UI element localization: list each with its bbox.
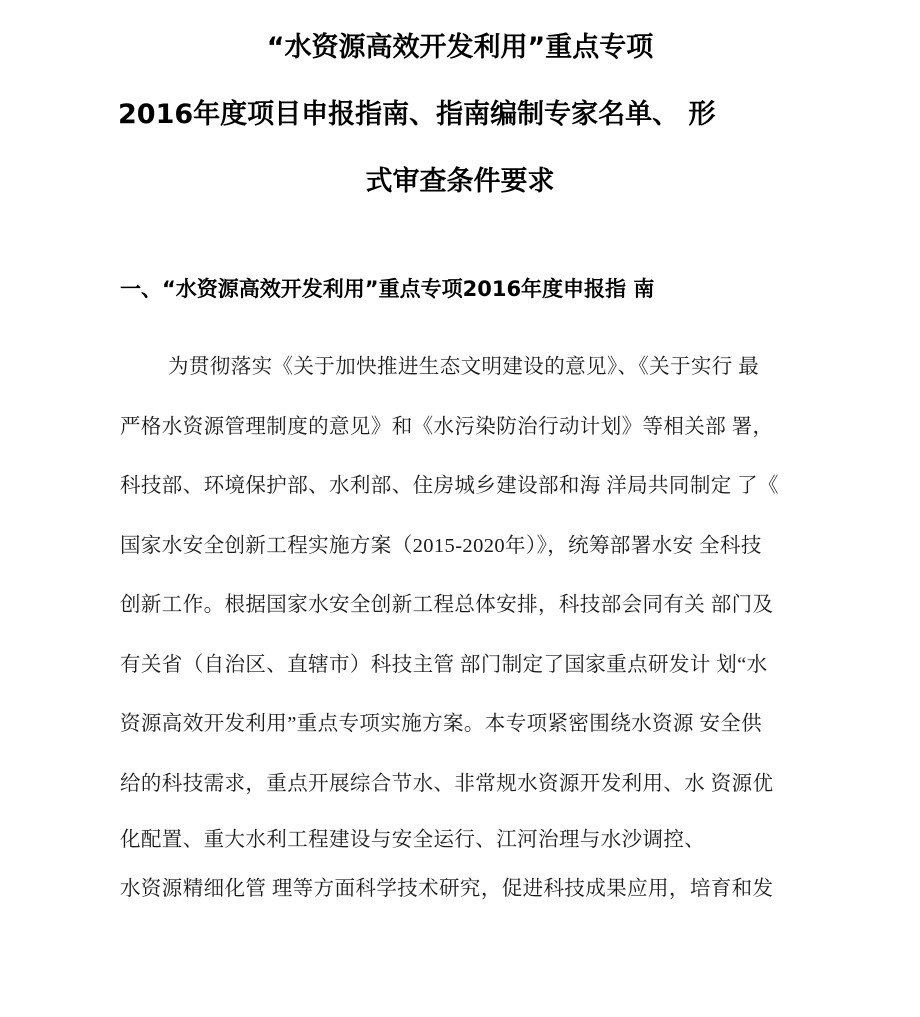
body-line: 给的科技需求，重点开展综合节水、非常规水资源开发利用、水 资源优 bbox=[120, 772, 774, 795]
body-line: 科技部、环境保护部、水利部、住房城乡建设部和海 洋局共同制定 了《 bbox=[120, 475, 779, 497]
title-line-2: 2016年度项目申报指南、指南编制专家名单、 形 bbox=[118, 99, 716, 130]
body-line: 严格水资源管理制度的意见》和《水污染防治行动计划》等相关部 署， bbox=[120, 415, 774, 438]
document-title-block bbox=[0, 0, 920, 215]
body-paragraph bbox=[120, 338, 820, 912]
section-heading-1: 一、“水资源高效开发利用”重点专项2016年度申报指 南 bbox=[120, 277, 655, 301]
body-line: 化配置、重大水利工程建设与安全运行、江河治理与水沙调控、 bbox=[120, 829, 706, 851]
body-line: 创新工作。根据国家水安全创新工程总体安排，科技部会同有关 部门及 bbox=[120, 594, 774, 616]
title-line-3: 式审查条件要求 bbox=[365, 166, 555, 197]
body-line: 国家水安全创新工程实施方案（2015-2020年）》，统筹部署水安 全科技 bbox=[120, 534, 762, 557]
body-line: 水资源精细化管 理等方面科学技术研究，促进科技成果应用，培育和发 bbox=[120, 878, 774, 900]
body-line: 资源高效开发利用”重点专项实施方案。本专项紧密围绕水资源 安全供 bbox=[120, 713, 763, 735]
title-line-1: “水资源高效开发利用”重点专项 bbox=[266, 32, 654, 63]
body-line: 有关省（自治区、直辖市）科技主管 部门制定了国家重点研发计 划“水 bbox=[120, 653, 768, 676]
body-line: 为贯彻落实《关于加快推进生态文明建设的意见》、《关于实行 最 bbox=[168, 356, 760, 378]
